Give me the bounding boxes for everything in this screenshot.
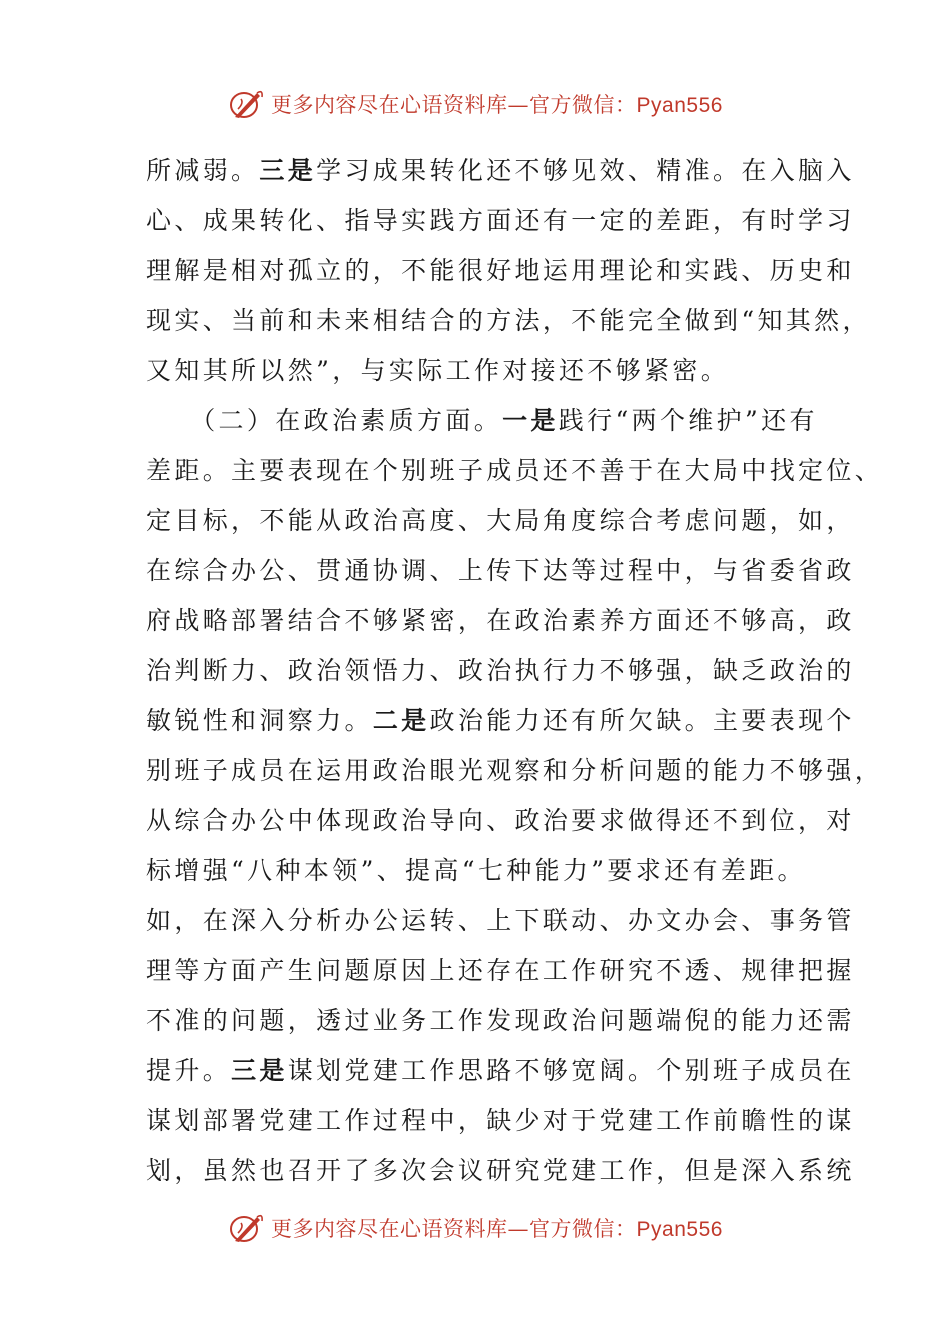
text-line: [146, 246, 855, 296]
text-run: 在综合办公、贯通协调、上传下达等过程中，与省委省政: [146, 556, 855, 585]
text-line: [146, 996, 855, 1046]
text-line: [146, 596, 855, 646]
text-run: 心、成果转化、指导实践方面还有一定的差距，有时学习: [146, 206, 855, 235]
text-line: [146, 1046, 855, 1096]
header-banner: [0, 84, 950, 124]
text-line: [146, 796, 855, 846]
text-run: （二）在政治素质方面。: [146, 406, 503, 435]
text-line: [146, 396, 818, 446]
emphasis-marker: 一是: [502, 406, 559, 435]
text-run: 所减弱。: [146, 156, 260, 185]
text-line: [146, 196, 855, 246]
text-run: 如，在深入分析办公运转、上下联动、办文办会、事务管: [146, 906, 855, 935]
quill-logo-icon: [227, 1211, 265, 1245]
text-run: 践行“两个维护”还有: [558, 406, 818, 435]
text-run: 从综合办公中体现政治导向、政治要求做得还不到位，对: [146, 806, 855, 835]
text-line: [146, 946, 855, 996]
text-run: 现实、当前和未来相结合的方法，不能完全做到“知其然，: [146, 306, 871, 335]
emphasis-marker: 三是: [231, 1056, 288, 1085]
text-line: [146, 546, 855, 596]
text-run: 定目标，不能从政治高度、大局角度综合考虑问题，如，: [146, 506, 855, 535]
quill-logo-icon: [227, 87, 265, 121]
text-run: 政治能力还有所欠缺。主要表现个: [429, 706, 855, 735]
text-line: [146, 446, 884, 496]
text-line: [146, 1096, 855, 1146]
text-line: [146, 696, 855, 746]
banner-wechat-id: Pyan556: [636, 1218, 723, 1241]
banner-text: [271, 89, 723, 119]
emphasis-marker: 二是: [372, 706, 430, 735]
text-run: 理等方面产生问题原因上还存在工作研究不透、规律把握: [146, 956, 855, 985]
text-line: [146, 646, 855, 696]
text-run: 治判断力、政治领悟力、政治执行力不够强，缺乏政治的: [146, 656, 855, 685]
text-line: [146, 896, 855, 946]
text-run: 标增强“八种本领”、提高“七种能力”要求还有差距。: [146, 856, 806, 885]
document-body: [146, 146, 884, 1196]
text-run: 理解是相对孤立的，不能很好地运用理论和实践、历史和: [146, 256, 855, 285]
text-run: 提升。: [146, 1056, 232, 1085]
text-line: [146, 346, 806, 396]
banner-wechat-id: Pyan556: [636, 94, 723, 117]
text-run: 府战略部署结合不够紧密，在政治素养方面还不够高，政: [146, 606, 855, 635]
text-line: [146, 146, 855, 196]
banner-label: 更多内容尽在心语资料库—官方微信：: [271, 93, 637, 117]
banner-text: [271, 1213, 723, 1243]
text-run: 谋划党建工作思路不够宽阔。个别班子成员在: [287, 1056, 855, 1085]
text-run: 差距。主要表现在个别班子成员还不善于在大局中找定位、: [146, 456, 884, 485]
text-line: [146, 296, 871, 346]
text-line: [146, 846, 806, 896]
text-run: 学习成果转化还不够见效、精准。在入脑入: [316, 156, 855, 185]
text-run: 谋划部署党建工作过程中，缺少对于党建工作前瞻性的谋: [146, 1106, 855, 1135]
banner-label: 更多内容尽在心语资料库—官方微信：: [271, 1217, 637, 1241]
text-line: [146, 746, 884, 796]
text-run: 别班子成员在运用政治眼光观察和分析问题的能力不够强，: [146, 756, 884, 785]
text-run: 不准的问题，透过业务工作发现政治问题端倪的能力还需: [146, 1006, 855, 1035]
emphasis-marker: 三是: [259, 156, 317, 185]
text-run: 又知其所以然”，与实际工作对接还不够紧密。: [146, 356, 730, 385]
text-line: [146, 1146, 855, 1196]
text-run: 划，虽然也召开了多次会议研究党建工作，但是深入系统: [146, 1156, 855, 1185]
text-run: 敏锐性和洞察力。: [146, 706, 373, 735]
text-line: [146, 496, 855, 546]
footer-banner: [0, 1208, 950, 1248]
